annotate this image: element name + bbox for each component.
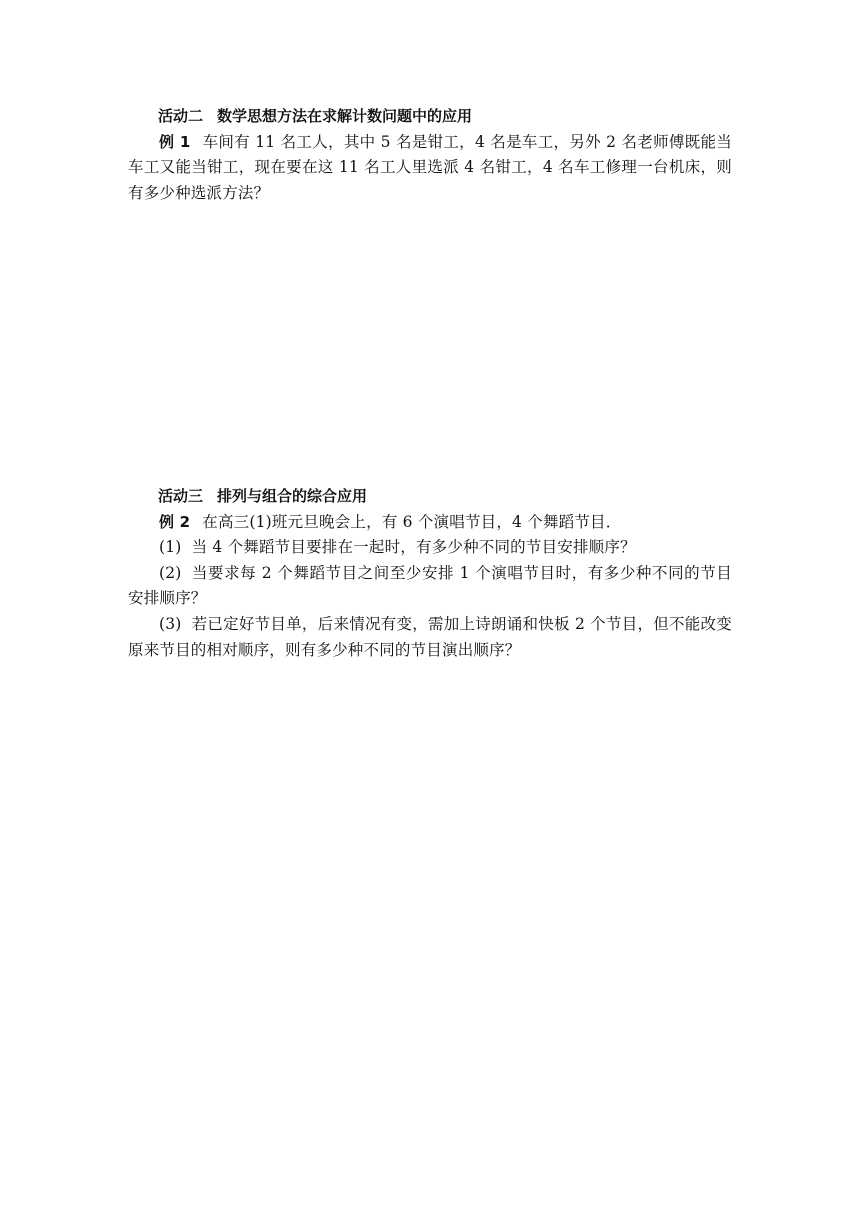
activity-2-label: 活动二 xyxy=(158,107,204,125)
question-item-3-label: (3) xyxy=(159,614,182,633)
question-item-3-text: 若已定好节目单，后来情况有变，需加上诗朗诵和快板 2 个节目，但不能改变原来节目的相对顺序，则有多少种不同的节目演出顺序？ xyxy=(128,614,732,659)
example-2-label: 例 2 xyxy=(159,512,191,531)
question-item-3 xyxy=(128,612,732,663)
question-item-2-text: 当要求每 2 个舞蹈节目之间至少安排 1 个演唱节目时，有多少种不同的节目安排顺序？ xyxy=(128,563,732,608)
question-item-1-text: 当 4 个舞蹈节目要排在一起时，有多少种不同的节目安排顺序？ xyxy=(191,538,636,557)
activity-3-title: 排列与组合的综合应用 xyxy=(217,487,368,505)
activity-2-heading xyxy=(128,104,732,130)
example-1-text: 车间有 11 名工人，其中 5 名是钳工，4 名是车工，另外 2 名老师傅既能当车工又能当钳工，现在要在这 11 名工人里选派 4 名钳工，4 名车工修理一台机床，则有多少种选派方法？ xyxy=(128,132,732,202)
activity-3-heading xyxy=(128,484,732,510)
activity-3-label: 活动三 xyxy=(158,487,204,505)
activity-3-section xyxy=(128,484,732,663)
question-item-2-label: (2) xyxy=(159,563,182,582)
example-1 xyxy=(128,130,732,207)
activity-2-title: 数学思想方法在求解计数问题中的应用 xyxy=(217,107,473,125)
example-2 xyxy=(128,510,732,536)
activity-2-section xyxy=(128,104,732,206)
question-item-1-label: (1) xyxy=(159,538,182,557)
question-item-2 xyxy=(128,561,732,612)
example-2-text: 在高三(1)班元旦晚会上，有 6 个演唱节目，4 个舞蹈节目． xyxy=(202,512,622,531)
example-1-label: 例 1 xyxy=(159,132,191,151)
question-item-1 xyxy=(128,535,732,561)
